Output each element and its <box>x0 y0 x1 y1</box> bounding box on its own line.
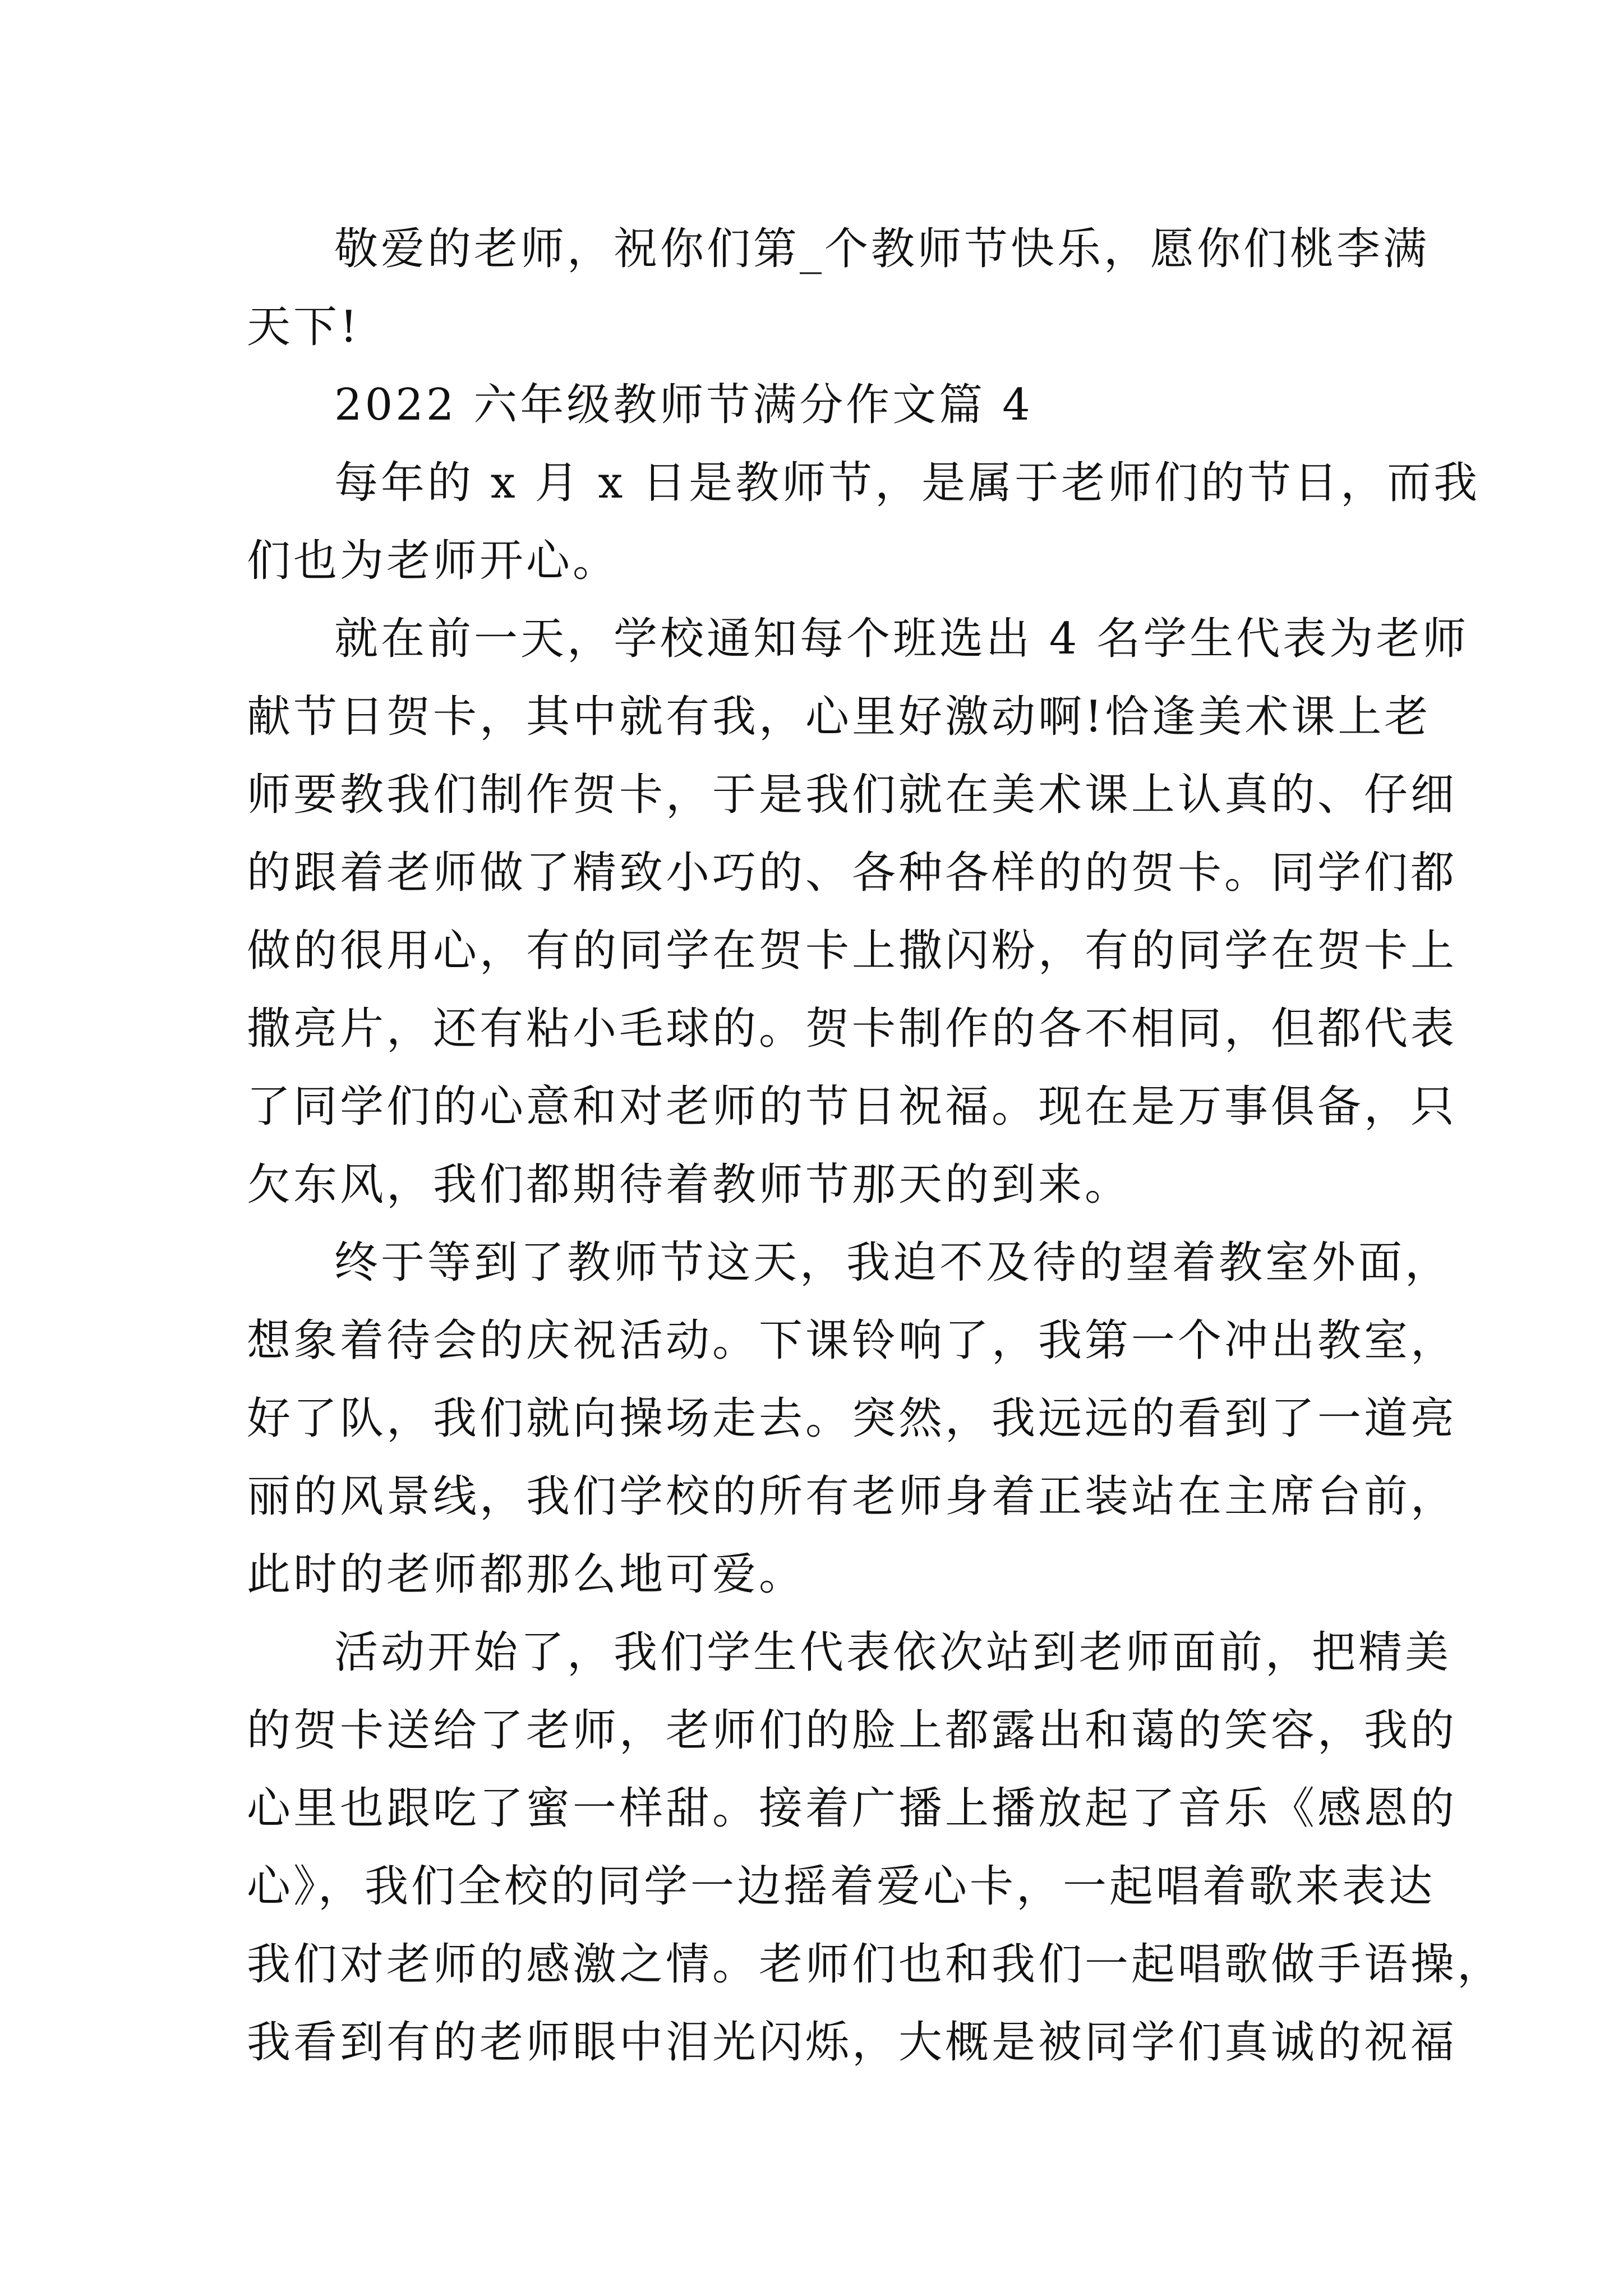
text-line: 们也为老师开心。 <box>247 536 620 586</box>
text-line: 的跟着老师做了精致小巧的、各种各样的的贺卡。同学们都 <box>247 848 1458 898</box>
text-line: 活动开始了，我们学生代表依次站到老师面前，把精美 <box>334 1627 1452 1678</box>
text-line: 就在前一天，学校通知每个班选出 4 名学生代表为老师 <box>334 614 1469 664</box>
text-line: 想象着待会的庆祝活动。下课铃响了，我第一个冲出教室， <box>247 1315 1458 1366</box>
text-line: 天下! <box>247 302 361 352</box>
text-line: 欠东风，我们都期待着教师节那天的到来。 <box>247 1159 1132 1210</box>
text-line: 每年的 x 月 x 日是教师节，是属于老师们的节日，而我 <box>334 458 1481 508</box>
text-line: 了同学们的心意和对老师的节日祝福。现在是万事俱备，只 <box>247 1082 1458 1132</box>
text-line: 献节日贺卡，其中就有我，心里好激动啊!恰逢美术课上老 <box>247 692 1431 742</box>
text-line: 此时的老师都那么地可爱。 <box>247 1549 806 1600</box>
section-heading: 2022 六年级教师节满分作文篇 4 <box>334 380 1033 430</box>
text-line: 心里也跟吃了蜜一样甜。接着广播上播放起了音乐《感恩的 <box>247 1783 1458 1834</box>
text-line: 的贺卡送给了老师，老师们的脸上都露出和蔼的笑容，我的 <box>247 1705 1458 1756</box>
text-line: 我看到有的老师眼中泪光闪烁，大概是被同学们真诚的祝福 <box>247 2017 1458 2068</box>
text-line: 丽的风景线，我们学校的所有老师身着正装站在主席台前， <box>247 1471 1458 1522</box>
text-line: 好了队，我们就向操场走去。突然，我远远的看到了一道亮 <box>247 1393 1458 1444</box>
text-line: 做的很用心，有的同学在贺卡上撒闪粉，有的同学在贺卡上 <box>247 926 1458 976</box>
text-line: 心》，我们全校的同学一边摇着爱心卡，一起唱着歌来表达 <box>247 1861 1436 1912</box>
text-line: 敬爱的老师，祝你们第_个教师节快乐，愿你们桃李满 <box>334 224 1430 274</box>
text-line: 师要教我们制作贺卡，于是我们就在美术课上认真的、仔细 <box>247 770 1458 820</box>
document-body <box>247 210 1504 2082</box>
text-line: 终于等到了教师节这天，我迫不及待的望着教室外面， <box>334 1237 1452 1288</box>
text-line: 我们对老师的感激之情。老师们也和我们一起唱歌做手语操， <box>247 1939 1504 1990</box>
text-line: 撒亮片，还有粘小毛球的。贺卡制作的各不相同，但都代表 <box>247 1004 1458 1054</box>
